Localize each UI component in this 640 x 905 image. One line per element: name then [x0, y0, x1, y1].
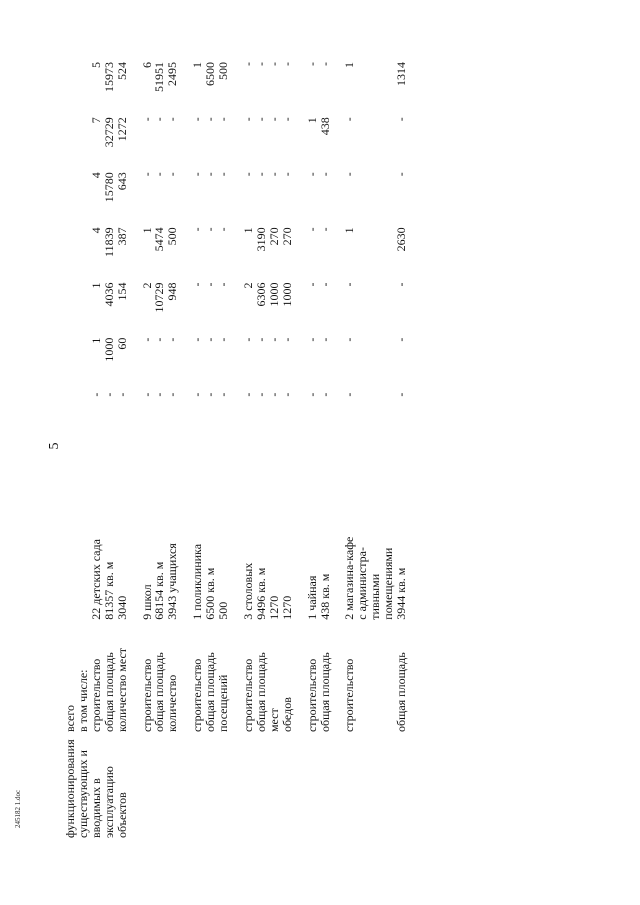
- col-b-cell: 60: [114, 337, 129, 350]
- col-c-cell: 4036: [101, 282, 116, 307]
- row-category-cell: [382, 734, 395, 840]
- row-metric-cell: количество: [165, 674, 180, 733]
- table-row: [90, 60, 103, 840]
- row-total-cell: 68154 кв. м: [152, 561, 167, 620]
- row-metric-cell: строительство: [342, 658, 357, 733]
- col-a-cell: -: [253, 392, 268, 397]
- col-e-cell: -: [139, 172, 154, 177]
- col-a-cell: -: [139, 392, 154, 397]
- col-g-cell: 1314: [394, 62, 409, 86]
- col-b-cell: [64, 336, 77, 391]
- row-metric-cell: общая площадь: [101, 652, 116, 733]
- row-metric-cell: всего: [63, 705, 77, 733]
- col-a-cell: -: [88, 392, 103, 397]
- row-total-cell: 1270: [266, 595, 281, 620]
- col-c-cell: 10729: [152, 282, 167, 313]
- col-g-cell: 524: [114, 62, 129, 80]
- row-category-cell: существующих и: [75, 750, 90, 838]
- rotated-page-content: [64, 60, 554, 840]
- col-c-cell: [382, 280, 395, 335]
- col-f-cell: -: [279, 117, 294, 122]
- col-a-cell: [356, 391, 369, 433]
- col-f-cell: [369, 115, 382, 170]
- col-a-cell: -: [152, 392, 167, 397]
- col-g-cell: -: [253, 62, 268, 66]
- row-metric-cell: общая площадь: [152, 652, 167, 733]
- col-d-cell: 1: [342, 227, 357, 234]
- col-e-cell: -: [304, 172, 319, 177]
- row-category-cell: [191, 734, 204, 840]
- col-c-cell: -: [216, 282, 231, 287]
- row-total-cell: тивными: [368, 573, 383, 620]
- row-metric-cell: посещений: [216, 674, 231, 733]
- col-a-cell: -: [114, 392, 129, 397]
- col-f-cell: -: [216, 117, 231, 122]
- table-row: [281, 60, 294, 840]
- col-b-cell: -: [394, 337, 409, 342]
- table-row: [306, 60, 319, 840]
- col-e-cell: -: [342, 172, 357, 177]
- row-total-cell: [77, 433, 90, 622]
- row-total-cell: 22 детских сада: [88, 539, 103, 620]
- col-f-cell: [64, 115, 77, 170]
- col-b-cell: -: [165, 337, 180, 342]
- col-b-cell: [77, 336, 90, 391]
- row-category-cell: [141, 734, 154, 840]
- row-metric-cell: общая площадь: [203, 652, 218, 733]
- col-e-cell: -: [216, 172, 231, 177]
- col-g-cell: 1: [342, 62, 357, 68]
- col-c-cell: 1000: [279, 282, 294, 307]
- col-a-cell: -: [317, 392, 332, 397]
- col-a-cell: [382, 391, 395, 433]
- col-b-cell: -: [317, 337, 332, 342]
- col-d-cell: -: [203, 227, 218, 232]
- col-b-cell: -: [190, 337, 205, 342]
- col-c-cell: 2: [139, 282, 154, 289]
- col-c-cell: 2: [240, 282, 255, 289]
- col-b-cell: [356, 336, 369, 391]
- col-f-cell: -: [203, 117, 218, 122]
- col-c-cell: 6306: [253, 282, 268, 307]
- col-e-cell: [382, 170, 395, 225]
- row-total-cell: 3040: [114, 595, 129, 620]
- spacer-cell: [294, 60, 306, 840]
- col-d-cell: 2630: [394, 227, 409, 252]
- col-c-cell: 948: [165, 282, 180, 301]
- col-a-cell: [64, 391, 77, 433]
- row-metric-cell: строительство: [190, 658, 205, 733]
- row-category-cell: [319, 734, 332, 840]
- col-d-cell: 3190: [253, 227, 268, 252]
- col-g-cell: [64, 60, 77, 115]
- table-row: [166, 60, 179, 840]
- col-d-cell: -: [304, 227, 319, 232]
- col-b-cell: [369, 336, 382, 391]
- col-g-cell: -: [240, 62, 255, 66]
- row-metric-cell: общая площадь: [253, 652, 268, 733]
- col-b-cell: -: [216, 337, 231, 342]
- col-d-cell: 5474: [152, 227, 167, 252]
- col-g-cell: -: [317, 62, 332, 66]
- col-f-cell: -: [253, 117, 268, 122]
- col-d-cell: [77, 225, 90, 280]
- col-d-cell: 270: [266, 227, 281, 246]
- facilities-table: [64, 60, 408, 840]
- col-g-cell: -: [304, 62, 319, 66]
- col-f-cell: -: [165, 117, 180, 122]
- table-row: [116, 60, 129, 840]
- row-category-cell: [369, 734, 382, 840]
- spacer-cell: [129, 60, 141, 840]
- col-f-cell: 438: [317, 117, 332, 136]
- row-metric-cell: [369, 622, 382, 734]
- row-category-cell: функционирования: [63, 739, 77, 838]
- col-e-cell: -: [190, 172, 205, 177]
- col-a-cell: -: [266, 392, 281, 397]
- row-total-cell: 3 столовых: [240, 562, 255, 620]
- table-row: [77, 60, 90, 840]
- col-f-cell: 32729: [101, 117, 116, 148]
- col-e-cell: [356, 170, 369, 225]
- row-total-cell: помещениями: [381, 547, 396, 620]
- row-category-cell: [242, 734, 255, 840]
- col-g-cell: 500: [216, 62, 231, 80]
- col-g-cell: 6500: [203, 62, 218, 86]
- row-category-cell: вводимых в: [88, 778, 103, 838]
- row-total-cell: 500: [216, 601, 231, 620]
- col-f-cell: -: [266, 117, 281, 122]
- page-number: 5: [47, 442, 62, 450]
- col-c-cell: [77, 280, 90, 335]
- table-row: [103, 60, 116, 840]
- row-metric-cell: [356, 622, 369, 734]
- table-row: [369, 60, 382, 840]
- row-category-cell: [343, 734, 356, 840]
- col-f-cell: -: [394, 117, 409, 122]
- col-c-cell: -: [203, 282, 218, 287]
- col-g-cell: 1: [190, 62, 205, 68]
- col-b-cell: -: [253, 337, 268, 342]
- row-total-cell: 6500 кв. м: [203, 567, 218, 620]
- table-row: [395, 60, 408, 840]
- col-c-cell: -: [304, 282, 319, 287]
- col-d-cell: -: [317, 227, 332, 232]
- row-category-cell: объектов: [114, 792, 129, 838]
- table-row: [64, 60, 77, 840]
- table-row: [242, 60, 255, 840]
- row-total-cell: 9 школ: [139, 584, 154, 620]
- col-d-cell: 387: [114, 227, 129, 246]
- col-g-cell: 15973: [101, 62, 116, 92]
- row-total-cell: 2 магазина-кафе: [342, 536, 357, 620]
- col-g-cell: [77, 60, 90, 115]
- col-e-cell: -: [253, 172, 268, 177]
- row-category-cell: [306, 734, 319, 840]
- col-a-cell: -: [304, 392, 319, 397]
- row-total-cell: 1 поликлиника: [190, 543, 205, 620]
- row-total-cell: 438 кв. м: [317, 573, 332, 620]
- col-f-cell: -: [139, 117, 154, 122]
- col-g-cell: 6: [139, 62, 154, 68]
- col-d-cell: 11839: [101, 227, 116, 257]
- col-d-cell: 4: [88, 227, 103, 234]
- col-b-cell: [382, 336, 395, 391]
- table-row: [268, 60, 281, 840]
- col-c-cell: [64, 280, 77, 335]
- col-b-cell: -: [203, 337, 218, 342]
- spacer-row: [294, 60, 306, 840]
- row-category-cell: [356, 734, 369, 840]
- col-g-cell: 51951: [152, 62, 167, 92]
- col-e-cell: 15780: [101, 172, 116, 203]
- col-d-cell: [356, 225, 369, 280]
- col-f-cell: -: [152, 117, 167, 122]
- col-c-cell: -: [342, 282, 357, 287]
- row-total-cell: [64, 433, 77, 622]
- col-c-cell: 1: [88, 282, 103, 289]
- table-body: [64, 60, 408, 840]
- col-c-cell: -: [190, 282, 205, 287]
- row-metric-cell: строительство: [240, 658, 255, 733]
- row-total-cell: 1270: [279, 595, 294, 620]
- col-f-cell: [382, 115, 395, 170]
- col-f-cell: 1: [304, 117, 319, 124]
- col-d-cell: [369, 225, 382, 280]
- col-d-cell: -: [190, 227, 205, 232]
- col-d-cell: [64, 225, 77, 280]
- row-metric-cell: общая площадь: [317, 652, 332, 733]
- col-e-cell: [369, 170, 382, 225]
- col-g-cell: -: [266, 62, 281, 66]
- col-b-cell: 1: [88, 337, 103, 344]
- col-f-cell: [356, 115, 369, 170]
- document-footer: 245182 1.doc: [14, 789, 22, 828]
- col-d-cell: 270: [279, 227, 294, 246]
- row-metric-cell: мест: [266, 708, 281, 733]
- row-category-cell: [281, 734, 294, 840]
- col-c-cell: 154: [114, 282, 129, 301]
- row-category-cell: [395, 734, 408, 840]
- col-f-cell: -: [190, 117, 205, 122]
- col-g-cell: 5: [88, 62, 103, 68]
- col-d-cell: -: [216, 227, 231, 232]
- col-a-cell: -: [394, 392, 409, 397]
- col-a-cell: -: [216, 392, 231, 397]
- col-c-cell: -: [317, 282, 332, 287]
- table-row: [255, 60, 268, 840]
- col-e-cell: -: [266, 172, 281, 177]
- row-category-cell: [153, 734, 166, 840]
- col-b-cell: -: [266, 337, 281, 342]
- col-e-cell: -: [165, 172, 180, 177]
- col-a-cell: [369, 391, 382, 433]
- col-e-cell: -: [279, 172, 294, 177]
- row-category-cell: эксплуатацию: [101, 766, 116, 838]
- col-b-cell: -: [342, 337, 357, 342]
- row-total-cell: 3943 учащихся: [165, 543, 180, 620]
- col-a-cell: -: [342, 392, 357, 397]
- row-category-cell: [204, 734, 217, 840]
- col-e-cell: 643: [114, 172, 129, 191]
- row-metric-cell: количество мест: [114, 647, 129, 733]
- col-a-cell: -: [203, 392, 218, 397]
- col-e-cell: 4: [88, 172, 103, 179]
- table-row: [343, 60, 356, 840]
- row-metric-cell: обедов: [279, 697, 294, 733]
- row-total-cell: с администра-: [355, 547, 370, 620]
- col-b-cell: -: [304, 337, 319, 342]
- col-e-cell: -: [152, 172, 167, 177]
- col-g-cell: 2495: [165, 62, 180, 86]
- row-metric-cell: общая площадь: [394, 652, 409, 733]
- col-e-cell: [77, 170, 90, 225]
- col-d-cell: 1: [240, 227, 255, 234]
- row-metric-cell: в том числе:: [75, 669, 90, 733]
- table-row: [319, 60, 332, 840]
- col-e-cell: -: [317, 172, 332, 177]
- col-a-cell: -: [279, 392, 294, 397]
- col-d-cell: 500: [165, 227, 180, 246]
- row-total-cell: 3944 кв. м: [394, 567, 409, 620]
- col-b-cell: -: [240, 337, 255, 342]
- row-metric-cell: строительство: [304, 658, 319, 733]
- col-e-cell: -: [240, 172, 255, 177]
- row-category-cell: [166, 734, 179, 840]
- col-f-cell: -: [240, 117, 255, 122]
- col-b-cell: -: [152, 337, 167, 342]
- col-b-cell: -: [139, 337, 154, 342]
- col-c-cell: -: [394, 282, 409, 287]
- col-f-cell: 7: [88, 117, 103, 124]
- row-total-cell: 9496 кв. м: [253, 567, 268, 620]
- col-a-cell: -: [190, 392, 205, 397]
- col-e-cell: -: [394, 172, 409, 177]
- row-total-cell: 1 чайная: [304, 575, 319, 620]
- col-b-cell: -: [279, 337, 294, 342]
- row-category-cell: [217, 734, 230, 840]
- col-e-cell: [64, 170, 77, 225]
- col-c-cell: 1000: [266, 282, 281, 307]
- col-e-cell: -: [203, 172, 218, 177]
- row-metric-cell: строительство: [139, 658, 154, 733]
- row-category-cell: [268, 734, 281, 840]
- col-g-cell: [369, 60, 382, 115]
- col-f-cell: -: [342, 117, 357, 122]
- col-a-cell: [77, 391, 90, 433]
- col-f-cell: 1272: [114, 117, 129, 142]
- col-c-cell: [356, 280, 369, 335]
- row-total-cell: 81357 кв. м: [101, 561, 116, 620]
- spacer-row: [129, 60, 141, 840]
- col-f-cell: [77, 115, 90, 170]
- col-b-cell: 1000: [101, 337, 116, 362]
- col-g-cell: [356, 60, 369, 115]
- col-g-cell: -: [279, 62, 294, 66]
- row-metric-cell: строительство: [88, 658, 103, 733]
- col-c-cell: [369, 280, 382, 335]
- col-a-cell: -: [240, 392, 255, 397]
- col-a-cell: -: [165, 392, 180, 397]
- table-row: [356, 60, 369, 840]
- col-d-cell: 1: [139, 227, 154, 234]
- table-row: [217, 60, 230, 840]
- col-a-cell: -: [101, 392, 116, 397]
- row-category-cell: [255, 734, 268, 840]
